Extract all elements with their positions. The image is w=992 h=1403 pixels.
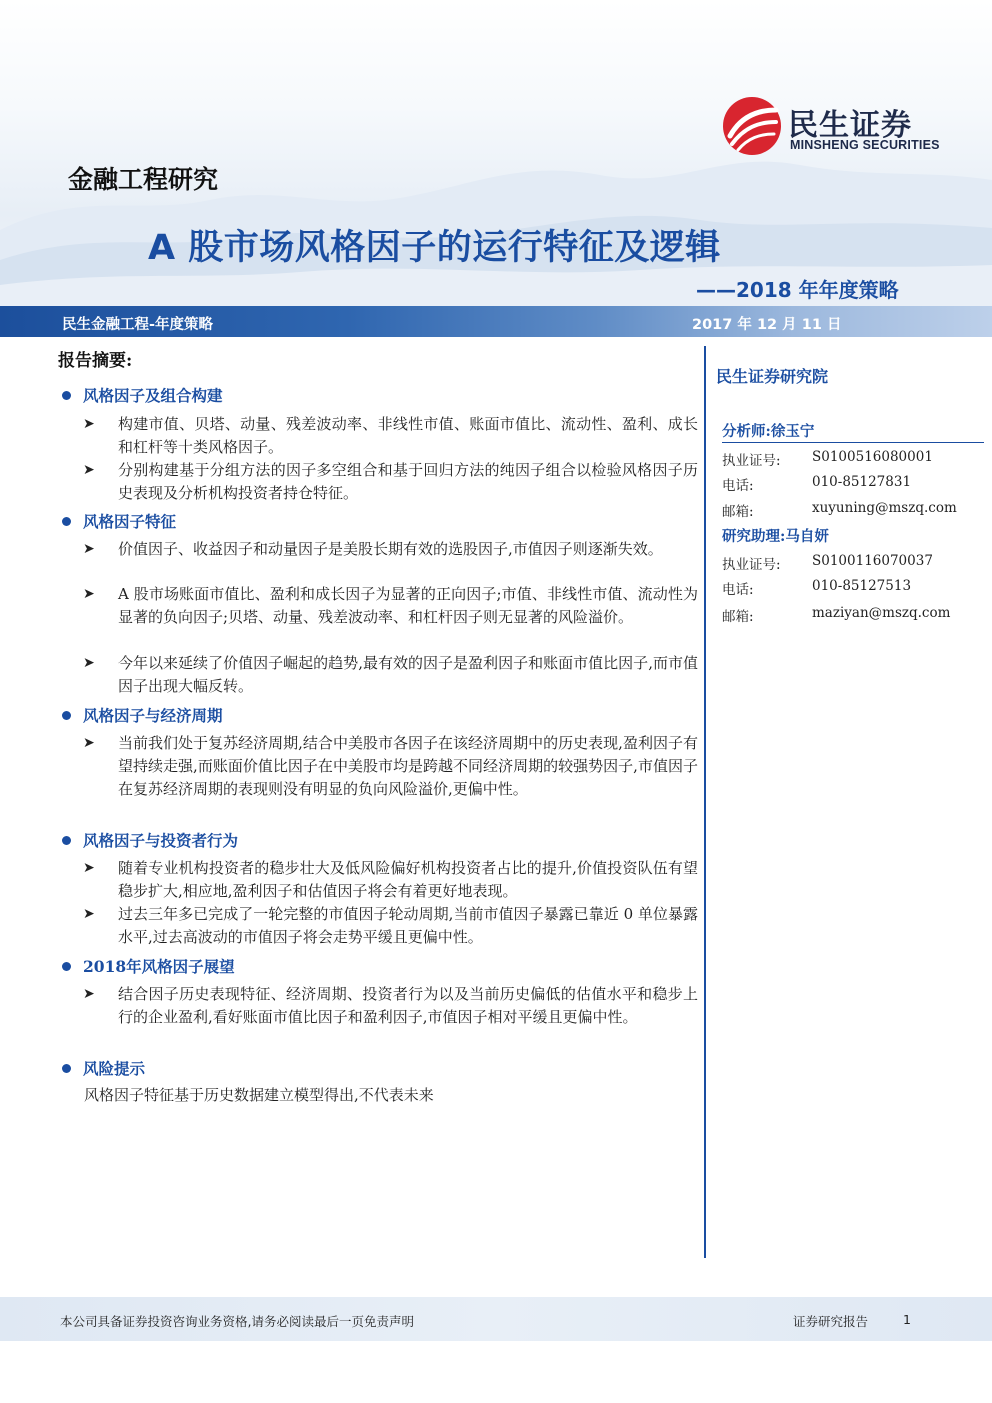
info-bar [0, 306, 992, 337]
brand-logo [722, 96, 962, 156]
arrow-bullet-icon: ➤ [83, 462, 95, 478]
arrow-bullet-icon: ➤ [83, 655, 95, 671]
report-title: A 股市场风格因子的运行特征及逻辑 [148, 228, 721, 268]
arrow-bullet-icon: ➤ [83, 541, 95, 557]
assistant-name: 研究助理:马自妍 [722, 528, 829, 545]
report-date: 2017 年 12 月 11 日 [692, 317, 842, 333]
page-footer [0, 1297, 992, 1341]
assistant-email-link[interactable]: maziyan@mszq.com [812, 605, 951, 621]
research-institute: 民生证券研究院 [716, 367, 829, 386]
section-heading: 风格因子与投资者行为 [62, 829, 238, 851]
brand-name-cn: 民生证券 [788, 108, 912, 143]
arrow-bullet-icon: ➤ [83, 416, 95, 432]
footer-disclaimer: 本公司具备证券投资咨询业务资格,请务必阅读最后一页免责声明 [60, 1314, 414, 1329]
analyst-divider [722, 442, 984, 443]
page-number: 1 [903, 1312, 911, 1327]
bullet-dot-icon [62, 962, 71, 971]
analyst-email-link[interactable]: xuyuning@mszq.com [812, 500, 957, 516]
report-series: 民生金融工程-年度策略 [62, 317, 214, 333]
summary-label: 报告摘要: [58, 351, 133, 371]
brand-name-en: MINSHENG SECURITIES [790, 138, 940, 152]
arrow-bullet-icon: ➤ [83, 906, 95, 922]
section-heading: 风险提示 [62, 1057, 145, 1079]
risk-warning-text: 风格因子特征基于历史数据建立模型得出,不代表未来 [84, 1086, 434, 1104]
section-heading: 风格因子特征 [62, 510, 176, 532]
bullet-dot-icon [62, 1064, 71, 1073]
analyst-name: 分析师:徐玉宁 [722, 423, 815, 440]
bullet-dot-icon [62, 517, 71, 526]
arrow-bullet-icon: ➤ [83, 986, 95, 1002]
bullet-dot-icon [62, 836, 71, 845]
arrow-bullet-icon: ➤ [83, 586, 95, 602]
footer-doc-type: 证券研究报告 [793, 1314, 869, 1329]
arrow-bullet-icon: ➤ [83, 735, 95, 751]
report-subtitle: ——2018 年年度策略 [696, 278, 899, 302]
minsheng-logo-icon [722, 96, 782, 156]
report-category: 金融工程研究 [68, 165, 219, 194]
section-heading: 2018年风格因子展望 [62, 955, 235, 977]
section-heading: 风格因子与经济周期 [62, 704, 223, 726]
bullet-dot-icon [62, 711, 71, 720]
bullet-dot-icon [62, 391, 71, 400]
arrow-bullet-icon: ➤ [83, 860, 95, 876]
column-divider [704, 346, 706, 1258]
section-heading: 风格因子及组合构建 [62, 384, 223, 406]
